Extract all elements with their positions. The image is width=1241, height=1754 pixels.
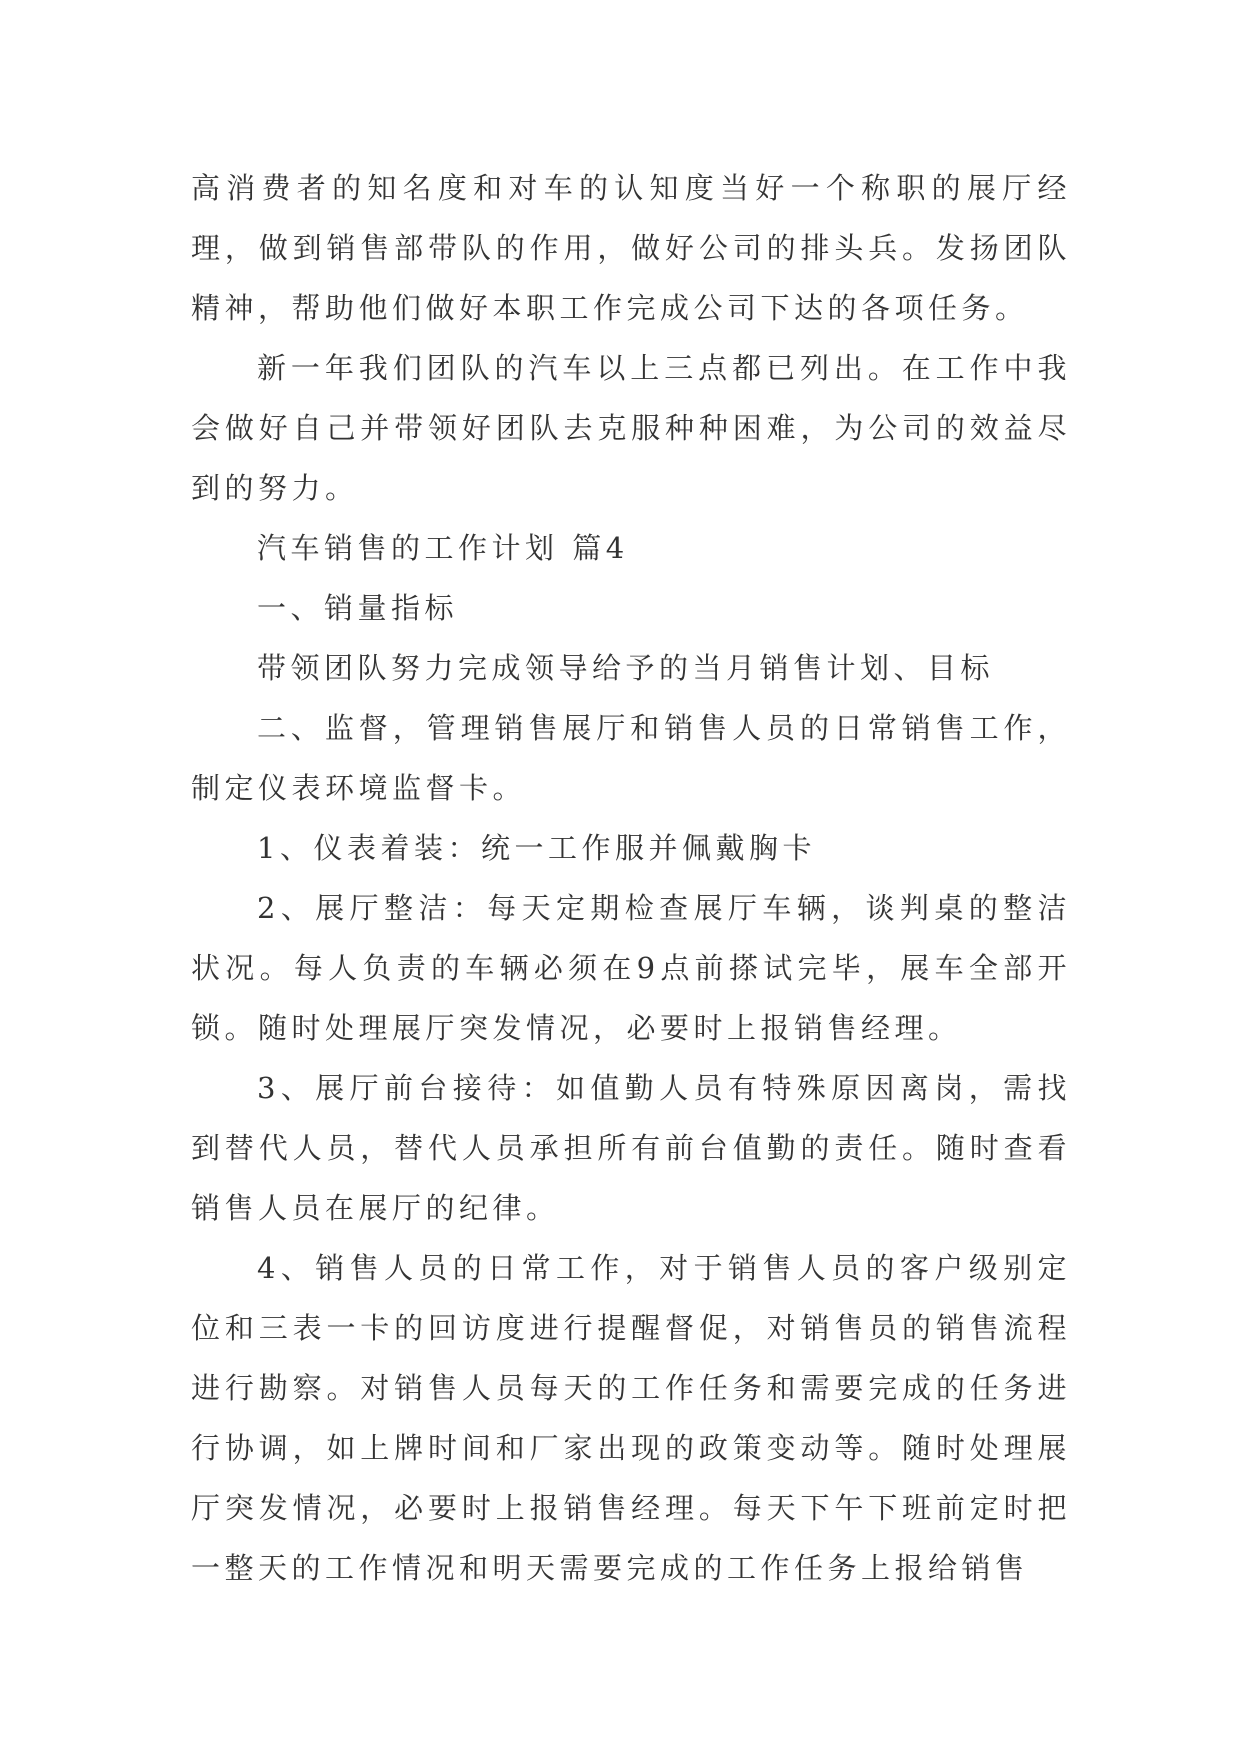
subheading-supervision: 二、监督，管理销售展厅和销售人员的日常销售工作，制定仪表环境监督卡。 — [191, 711, 1071, 805]
paragraph-sales-target: 带领团队努力完成领导给予的当月销售计划、目标 — [257, 651, 995, 685]
list-item-front-desk: 3、展厅前台接待：如值勤人员有特殊原因离岗，需找到替代人员，替代人员承担所有前台值勤的责任。随时查看销售人员在展厅的纪律。 — [191, 1071, 1071, 1225]
paragraph-summary: 新一年我们团队的汽车以上三点都已列出。在工作中我会做好自己并带领好团队去克服种种困难，为公司的效益尽到的努力。 — [191, 351, 1071, 505]
list-item-showroom-clean: 2、展厅整洁：每天定期检查展厅车辆，谈判桌的整洁状况。每人负责的车辆必须在9点前搽试完毕，展车全部开锁。随时处理展厅突发情况，必要时上报销售经理。 — [191, 891, 1071, 1045]
subheading-sales-target: 一、销量指标 — [257, 591, 459, 625]
list-item-daily-work: 4、销售人员的日常工作，对于销售人员的客户级别定位和三表一卡的回访度进行提醒督促，对销售员的销售流程进行勘察。对销售人员每天的工作任务和需要完成的任务进行协调，如上牌时间和厂家出现的政策变动等。随时处理展厅突发情况，必要时上报销售经理。每天下午下班前定时把一整天的工作情况和明天需要完成的工作任务上报给销售 — [191, 1251, 1071, 1585]
paragraph-continuation: 高消费者的知名度和对车的认知度当好一个称职的展厅经理，做到销售部带队的作用，做好公司的排头兵。发扬团队精神，帮助他们做好本职工作完成公司下达的各项任务。 — [191, 171, 1071, 325]
document-body — [191, 158, 1071, 1598]
section-heading: 汽车销售的工作计划 篇4 — [257, 531, 629, 565]
list-item-dress: 1、仪表着装：统一工作服并佩戴胸卡 — [257, 831, 816, 865]
